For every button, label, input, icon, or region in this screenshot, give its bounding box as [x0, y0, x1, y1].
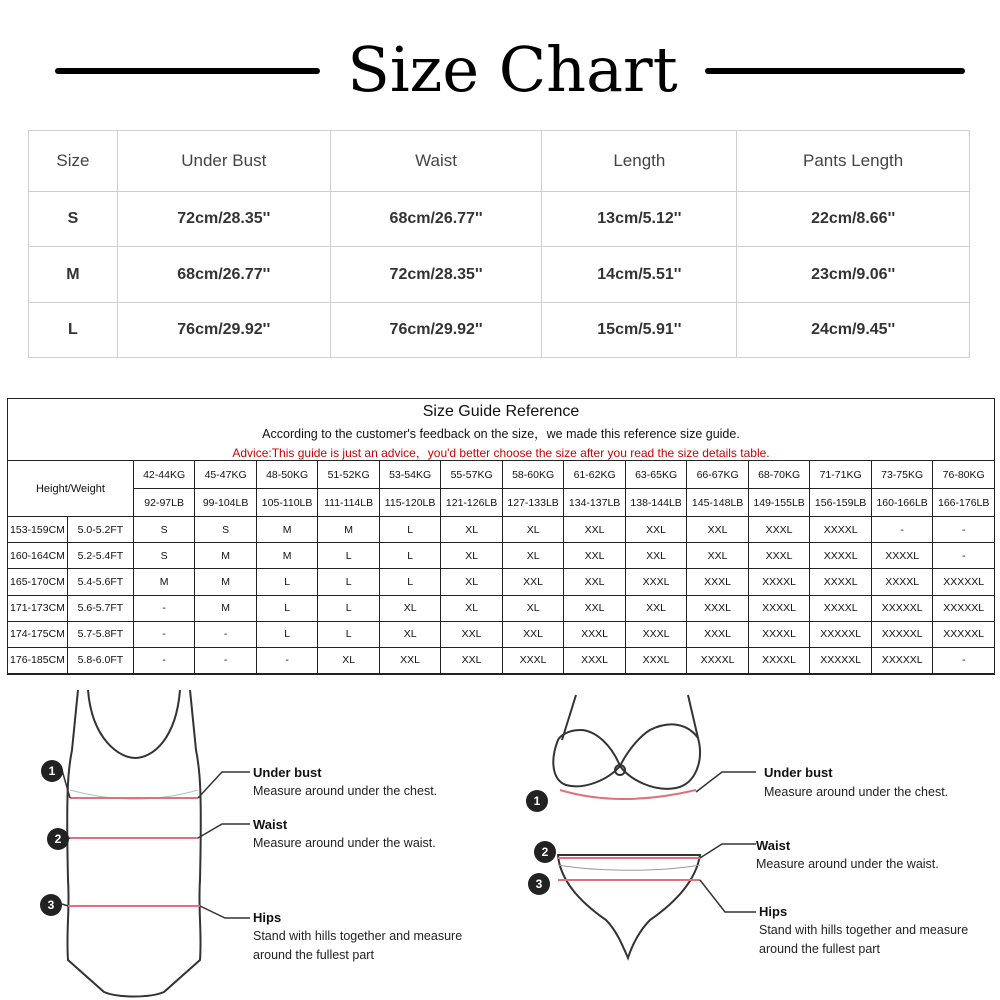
callout-desc-hips: Stand with hills together and measure around the fullest part [253, 929, 463, 962]
callout-desc-underbust: Measure around under the chest. [253, 784, 438, 798]
header-cell: Waist [330, 131, 542, 192]
size-cell: XXL [564, 517, 626, 543]
size-cell: XXXXXL [933, 621, 995, 647]
lb-header-cell: 115-120LB [379, 489, 441, 517]
guide-table-row [8, 569, 995, 595]
kg-header-cell: 68-70KG [748, 461, 810, 489]
size-cell: XXL [564, 595, 626, 621]
size-cell: - [133, 595, 194, 621]
size-cell: XL [502, 543, 564, 569]
callout-title-waist: Waist [253, 817, 288, 832]
size-cell: XXXXL [748, 621, 810, 647]
size-guide-header [8, 399, 994, 461]
size-cell: L [256, 595, 318, 621]
height-cm-cell: 165-170CM [8, 569, 68, 595]
size-cell: XXXL [748, 517, 810, 543]
header-cell: Under Bust [117, 131, 330, 192]
size-cell: XL [502, 517, 564, 543]
size-cell: XXL [625, 517, 687, 543]
size-cell: XXXL [502, 647, 564, 673]
size-cell: - [256, 647, 318, 673]
table-cell: 13cm/5.12'' [542, 192, 737, 247]
table-cell: 24cm/9.45'' [737, 302, 970, 357]
lb-header-cell: 92-97LB [133, 489, 194, 517]
size-cell: XL [441, 595, 503, 621]
size-cell: XXL [379, 647, 441, 673]
guide-table-row [8, 595, 995, 621]
height-cm-cell: 174-175CM [8, 621, 68, 647]
kg-header-cell: 51-52KG [318, 461, 380, 489]
lb-header-cell: 105-110LB [256, 489, 318, 517]
kg-header-cell: 58-60KG [502, 461, 564, 489]
height-weight-label: Height/Weight [8, 461, 134, 517]
kg-header-cell: 76-80KG [933, 461, 995, 489]
size-cell: - [933, 647, 995, 673]
size-cell: M [256, 517, 318, 543]
swimsuit-measure-diagram [0, 680, 500, 1000]
guide-table-row [8, 621, 995, 647]
table-cell: 76cm/29.92'' [117, 302, 330, 357]
size-cell: XXXXL [871, 569, 933, 595]
size-cell: XXXL [564, 647, 626, 673]
callout-number-2: 2 [47, 828, 69, 850]
table-cell: 23cm/9.06'' [737, 247, 970, 302]
size-cell: - [195, 621, 257, 647]
callout-desc-waist: Measure around under the waist. [756, 857, 939, 871]
size-cell: XXXL [687, 569, 749, 595]
table-cell: 22cm/8.66'' [737, 192, 970, 247]
size-chart-header-row [29, 131, 970, 192]
size-cell: XXXXL [810, 543, 872, 569]
size-cell: XXXL [625, 569, 687, 595]
size-cell: XXXXL [810, 569, 872, 595]
size-cell: - [133, 621, 194, 647]
height-cm-cell: 176-185CM [8, 647, 68, 673]
size-cell: S [133, 543, 194, 569]
size-cell: L [318, 595, 380, 621]
kg-header-cell: 71-71KG [810, 461, 872, 489]
size-cell: L [256, 621, 318, 647]
size-cell: - [133, 647, 194, 673]
kg-header-cell: 63-65KG [625, 461, 687, 489]
callout-number-2: 2 [534, 841, 556, 863]
size-cell: XXXXXL [871, 595, 933, 621]
size-cell: XXL [687, 517, 749, 543]
lb-header-cell: 138-144LB [625, 489, 687, 517]
lb-header-cell: 160-166LB [871, 489, 933, 517]
size-cell: M [318, 517, 380, 543]
callout-number-3: 3 [528, 873, 550, 895]
kg-header-cell: 48-50KG [256, 461, 318, 489]
guide-table-row [8, 543, 995, 569]
size-cell: L [379, 543, 441, 569]
lb-header-cell: 127-133LB [502, 489, 564, 517]
callout-number-1: 1 [526, 790, 548, 812]
size-chart-row [29, 192, 970, 247]
lb-header-cell: 99-104LB [195, 489, 257, 517]
size-cell: XXL [564, 569, 626, 595]
height-cm-cell: 160-164CM [8, 543, 68, 569]
size-cell: L [379, 569, 441, 595]
size-chart-table [28, 130, 970, 358]
callout-title-hips: Hips [253, 910, 282, 925]
size-cell: XXXL [687, 621, 749, 647]
size-chart-row [29, 247, 970, 302]
size-cell: XXL [441, 647, 503, 673]
height-cm-cell: 153-159CM [8, 517, 68, 543]
lb-header-cell: 111-114LB [318, 489, 380, 517]
height-ft-cell: 5.2-5.4FT [67, 543, 133, 569]
size-cell: XXXXL [748, 595, 810, 621]
size-cell: XXXXXL [871, 647, 933, 673]
size-cell: M [195, 543, 257, 569]
height-ft-cell: 5.4-5.6FT [67, 569, 133, 595]
size-cell: XL [441, 517, 503, 543]
size-guide-title: Size Guide Reference [422, 403, 580, 420]
size-cell: XXXXXL [933, 595, 995, 621]
size-cell: L [318, 543, 380, 569]
table-cell: M [29, 247, 118, 302]
size-cell: XL [318, 647, 380, 673]
header-cell: Pants Length [737, 131, 970, 192]
size-cell: XXXXL [748, 647, 810, 673]
size-cell: XXXXL [810, 595, 872, 621]
size-cell: XL [379, 595, 441, 621]
title-bar [0, 30, 1000, 110]
size-cell: XXL [502, 569, 564, 595]
height-ft-cell: 5.7-5.8FT [67, 621, 133, 647]
table-cell: L [29, 302, 118, 357]
callout-desc-hips: Stand with hills together and measure around the fullest part [759, 923, 969, 956]
size-cell: - [933, 517, 995, 543]
callout-title-underbust: Under bust [764, 765, 833, 780]
size-cell: XL [441, 569, 503, 595]
size-cell: L [318, 621, 380, 647]
size-cell: M [195, 595, 257, 621]
callout-title-waist: Waist [756, 838, 791, 853]
size-cell: S [195, 517, 257, 543]
size-guide-reference [7, 398, 995, 675]
kg-header-cell: 73-75KG [871, 461, 933, 489]
height-ft-cell: 5.6-5.7FT [67, 595, 133, 621]
guide-kg-row [8, 461, 995, 489]
size-cell: - [933, 543, 995, 569]
guide-table-row [8, 647, 995, 673]
size-cell: M [256, 543, 318, 569]
size-cell: - [871, 517, 933, 543]
guide-lb-row [8, 489, 995, 517]
page-title: Size Chart [347, 33, 678, 106]
table-cell: 14cm/5.51'' [542, 247, 737, 302]
size-cell: XXXXXL [871, 621, 933, 647]
size-chart-row [29, 302, 970, 357]
table-cell: 15cm/5.91'' [542, 302, 737, 357]
size-cell: XXXL [625, 621, 687, 647]
size-cell: XXXXL [871, 543, 933, 569]
size-cell: XXL [502, 621, 564, 647]
size-cell: - [195, 647, 257, 673]
size-cell: XXXXL [748, 569, 810, 595]
bikini-measure-diagram [500, 680, 1000, 1000]
size-cell: XXXXXL [810, 621, 872, 647]
table-cell: 72cm/28.35'' [117, 192, 330, 247]
guide-table-row [8, 517, 995, 543]
size-cell: XXL [441, 621, 503, 647]
callout-title-underbust: Under bust [253, 765, 322, 780]
callout-title-hips: Hips [759, 904, 788, 919]
callout-desc-waist: Measure around under the waist. [253, 836, 436, 850]
size-cell: XXXXL [810, 517, 872, 543]
height-cm-cell: 171-173CM [8, 595, 68, 621]
lb-header-cell: 156-159LB [810, 489, 872, 517]
size-cell: M [133, 569, 194, 595]
size-cell: XXL [625, 595, 687, 621]
title-rule-left [55, 68, 320, 74]
lb-header-cell: 145-148LB [687, 489, 749, 517]
kg-header-cell: 42-44KG [133, 461, 194, 489]
size-cell: L [256, 569, 318, 595]
callout-desc-underbust: Measure around under the chest. [764, 785, 949, 799]
size-cell: XXXL [748, 543, 810, 569]
size-cell: XXXXXL [810, 647, 872, 673]
kg-header-cell: 45-47KG [195, 461, 257, 489]
size-cell: XXXXL [687, 647, 749, 673]
kg-header-cell: 55-57KG [441, 461, 503, 489]
height-ft-cell: 5.0-5.2FT [67, 517, 133, 543]
title-rule-right [705, 68, 965, 74]
size-cell: XL [379, 621, 441, 647]
kg-header-cell: 61-62KG [564, 461, 626, 489]
table-cell: 68cm/26.77'' [117, 247, 330, 302]
table-cell: 76cm/29.92'' [330, 302, 542, 357]
header-cell: Size [29, 131, 118, 192]
lb-header-cell: 166-176LB [933, 489, 995, 517]
size-cell: S [133, 517, 194, 543]
callout-number-1: 1 [41, 760, 63, 782]
callout-number-3: 3 [40, 894, 62, 916]
size-cell: XXL [625, 543, 687, 569]
size-cell: L [379, 517, 441, 543]
size-cell: XL [441, 543, 503, 569]
size-cell: XXXL [564, 621, 626, 647]
size-guide-advice: Advice:This guide is just an advice，you'd better choose the size after you read the size details table. [232, 446, 770, 460]
header-cell: Length [542, 131, 737, 192]
size-cell: XXXL [625, 647, 687, 673]
size-guide-table [7, 460, 995, 674]
kg-header-cell: 66-67KG [687, 461, 749, 489]
height-ft-cell: 5.8-6.0FT [67, 647, 133, 673]
table-cell: 68cm/26.77'' [330, 192, 542, 247]
table-cell: S [29, 192, 118, 247]
size-cell: M [195, 569, 257, 595]
size-guide-subtitle: According to the customer's feedback on the size，we made this reference size guide. [262, 427, 740, 441]
size-cell: XL [502, 595, 564, 621]
size-cell: XXL [564, 543, 626, 569]
kg-header-cell: 53-54KG [379, 461, 441, 489]
lb-header-cell: 121-126LB [441, 489, 503, 517]
lb-header-cell: 134-137LB [564, 489, 626, 517]
size-cell: XXL [687, 543, 749, 569]
size-cell: XXXL [687, 595, 749, 621]
lb-header-cell: 149-155LB [748, 489, 810, 517]
size-cell: L [318, 569, 380, 595]
table-cell: 72cm/28.35'' [330, 247, 542, 302]
underbust-line [560, 790, 696, 799]
size-cell: XXXXXL [933, 569, 995, 595]
